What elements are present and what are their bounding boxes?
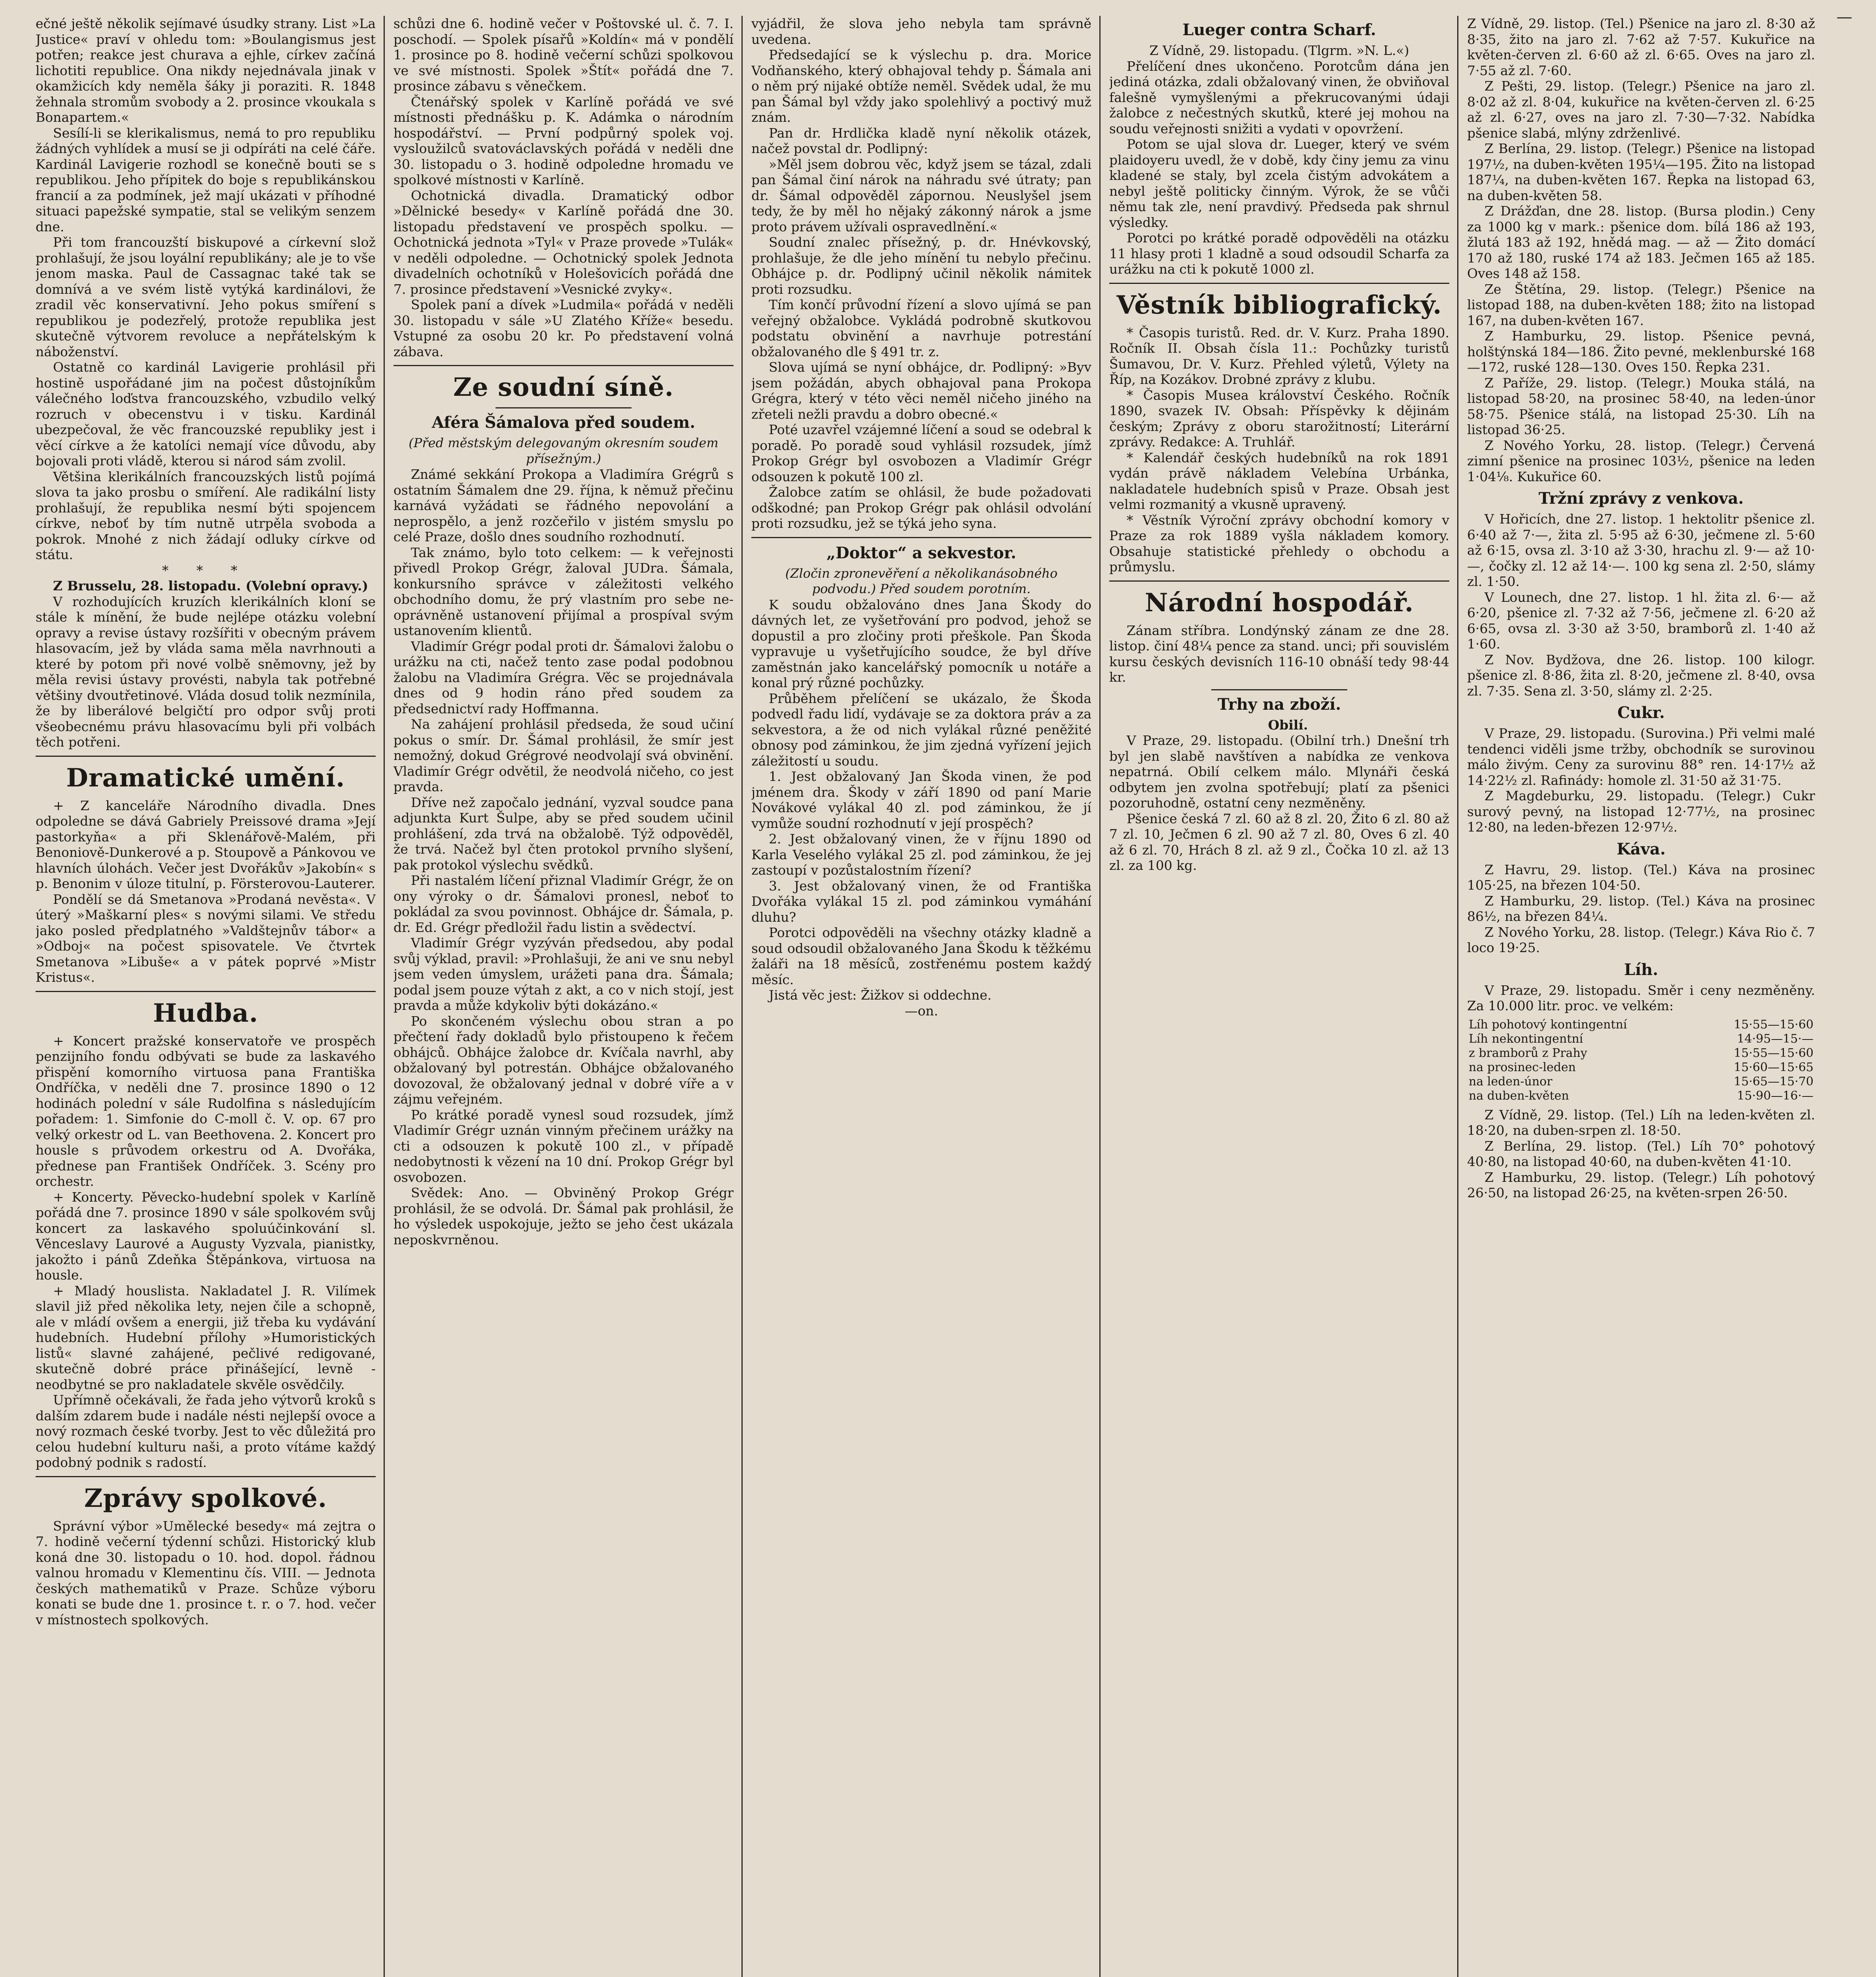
subsection-label: Obilí. bbox=[1268, 717, 1308, 733]
subsection-heading: Trhy na zboží. bbox=[1217, 695, 1341, 714]
section-heading: Hudba. bbox=[153, 998, 259, 1028]
article-text: K soudu obžalováno dnes Jana Škody do dávných let, ze vyšetřování pro podvod, jehož se dopustil a pro zločiny proti přeškole. Pan Škoda vypravuje u vyšetřujícího soudce, že byl dříve zaměstnán jako kancelářský pomocník u notáře a konal prý různé pochůzky. bbox=[751, 597, 1091, 690]
article-subtitle: (Zločin zpronevěření a několikanásobného podvodu.) Před soudem porotním. bbox=[785, 565, 1058, 596]
article-text: * Časopis Musea království Českého. Ročník 1890, svazek IV. Obsah: Příspěvky k dějinám českým; Zprávy z oboru starožitností; Literární zprávy. Redakce: A. Truhlář. bbox=[1109, 387, 1449, 450]
divider bbox=[1211, 689, 1347, 690]
article-text: * Časopis turistů. Red. dr. V. Kurz. Praha 1890. Ročník II. Obsah čísla 11.: Pochůzky turistů Šumavou, Dr. V. Kurz. Přehled výletů, Výlety na Říp, na Kozákov. Drobné zprávy z klubu. bbox=[1109, 325, 1449, 387]
column-3 bbox=[751, 16, 1091, 1977]
article-text: Většina klerikálních francouzských listů pojímá slova ta jako prosbu o smíření. Ale radikální listy prohlašují, že republika nesmí býti spojencem církve, neboť by tím nutně utrpěla svoboda a pokrok. Mnohé z nich žádají odluky církve od státu. bbox=[36, 469, 376, 562]
article-title: „Doktor“ a sekvestor. bbox=[826, 543, 1016, 562]
article-text: * Věstník Výroční zprávy obchodní komory v Praze za rok 1889 vyšla nákladem komory. Obsahuje statistické přehledy o obchodu a průmyslu. bbox=[1109, 512, 1449, 575]
divider bbox=[36, 756, 376, 757]
article-text: 2. Jest obžalovaný vinen, že v říjnu 1890 od Karla Veselého vylákal 25 zl. pod záminkou, že jej zastoupí v pozůstalostním řízení? bbox=[751, 831, 1091, 878]
article-title: Lueger contra Scharf. bbox=[1182, 21, 1376, 39]
article-text: Z Nového Yorku, 28. listop. (Telegr.) Káva Rio č. 7 loco 19·25. bbox=[1467, 924, 1815, 955]
article-text: V Praze, 29. listopadu. (Surovina.) Při velmi malé tendenci viděli jsme tržby, obchodník se surovinou málo živým. Ceny za surovinu 88° ren. 14·17½ až 14·22½ zl. Rafinády: homole zl. 31·50 až 31·75. bbox=[1467, 726, 1815, 788]
divider bbox=[393, 365, 734, 366]
section-heading: Věstník bibliografický. bbox=[1116, 290, 1442, 320]
article-text: Porotci po krátké poradě odpověděli na otázku 11 hlasy proti 1 kladně a soud odsoudil Scharfa za urážku na cti k pokutě 1000 zl. bbox=[1109, 230, 1449, 277]
subsection-heading: Líh. bbox=[1624, 960, 1659, 979]
article-text: Z Drážďan, dne 28. listop. (Bursa plodin.) Ceny za 1000 kg v mark.: pšenice dom. bílá 186 až 193, žlutá 183 až 192, hnědá mag. — až — Žito domácí 170 až 180, ruské 174 až 183. Ječmen 165 až 185. Oves 148 až 158. bbox=[1467, 203, 1815, 281]
article-text: Při nastalém líčení přiznal Vladimír Grégr, že on ony výroky o dr. Šámalovi pronesl, neboť to pokládal za svou povinnost. Obhájce dr. Šámala, p. dr. Ed. Grégr předložil řadu listin a svědectví. bbox=[393, 873, 734, 935]
article-text: Při tom francouzští biskupové a církevní slož prohlašují, že jsou loyální republikány; ale je to vše jenom maska. Paul de Cassagnac také tak se domnívá a ve svém listě vytýká kardinálovi, že zradil věc konservativní. Jeho pokus smíření s republikou je podezřelý, protože republika jest skutečně výtvorem revoluce a nepřátelským k náboženství. bbox=[36, 234, 376, 359]
article-text: Z Nového Yorku, 28. listop. (Telegr.) Červená zimní pšenice na prosinec 103½, pšenice na leden 1·04⅛. Kukuřice 60. bbox=[1467, 437, 1815, 484]
article-text: Pan dr. Hrdlička kladě nyní několik otázek, načež povstal dr. Podlipný: bbox=[751, 125, 1091, 156]
article-text: Z Vídně, 29. listop. (Tel.) Líh na leden-květen zl. 18·20, na duben-srpen zl. 18·50. bbox=[1467, 1107, 1815, 1138]
article-text: Tak známo, bylo toto celkem: — k veřejnosti přivedl Prokop Grégr, žaloval JUDra. Šámala, konkursního správce v záležitosti velkého obchodního domu, že prý vlastním pro sebe neoprávněně ustanovení přijímal a prospíval svým ustanovením klientů. bbox=[393, 544, 734, 638]
divider bbox=[1109, 283, 1449, 284]
article-text: Jistá věc jest: Žižkov si oddechne. bbox=[769, 987, 992, 1003]
article-text: Porotci odpověděli na všechny otázky kladně a soud odsoudil obžalovaného Jana Škodu k těžkému žaláři na 18 měsíců, zostřenému postem každý měsíc. bbox=[751, 925, 1091, 987]
article-text: Vladimír Grégr podal proti dr. Šámalovi žalobu o urážku na cti, načež tento zase podal podobnou žalobu na Vladimíra Grégra. Věc se projednávala dnes od 9 hodin ráno před soudem za předsednictví rady Hoffmanna. bbox=[393, 638, 734, 716]
price-row bbox=[1467, 1032, 1815, 1046]
article-text: Sesílí-li se klerikalismus, nemá to pro republiku žádných vyhlídek a musí se ji odpíráti na celé čáře. Kardinál Lavigerie rozhodl se konečně bouti se s republikou. Jeho přípitek do boje s republikánskou francií a za podmínek, jež mají ukázati v příhodné situaci papežské sympatie, stal se velikým senzem dne. bbox=[36, 125, 376, 234]
article-title: Aféra Šámalova před soudem. bbox=[431, 413, 696, 432]
article-text: + Koncerty. Pěvecko-hudební spolek v Karlíně pořádá dne 7. prosince 1890 v sále spolkovém svůj koncert za laskavého spoluúčinkování sl. Věnceslavy Laurové a Augusty Vyzvala, pianistky, jakožto i pánů Zdeňka Štěpánkova, virtuosa na housle. bbox=[36, 1189, 376, 1283]
subsection-heading: Káva. bbox=[1617, 839, 1666, 858]
article-text: Dříve než započalo jednání, vyzval soudce pana adjunkta Kurt Šulpe, aby se před soudem učinil prohlášení, zda trvá na obžalobě. Týž odpověděl, že trvá. Načež byl čten protokol prvního slyšení, pak protokol výslechu svědků. bbox=[393, 794, 734, 873]
article-text: * Kalendář českých hudebníků na rok 1891 vydán právě nákladem Velebína Urbánka, nakladatele hudebních spisů v Praze. Obsah jest velmi rozmanitý a vkusně upravený. bbox=[1109, 450, 1449, 512]
article-text: Z Nov. Bydžova, dne 26. listop. 100 kilogr. pšenice zl. 8·86, žita zl. 8·20, ječmene zl. 8·40, ovsa zl. 7·35. Sena zl. 3·50, slámy zl. 2·25. bbox=[1467, 652, 1815, 699]
column-rule bbox=[384, 16, 385, 1977]
article-text: Ze Štětína, 29. listop. (Telegr.) Pšenice na listopad 188, na duben-květen 188; žito na listopad 167, na duben-květen 167. bbox=[1467, 281, 1815, 328]
divider bbox=[36, 991, 376, 992]
article-text: + Mladý houslista. Nakladatel J. R. Vilímek slavil již před několika lety, nejen čile a schopně, ale v mládí ovšem a energii, již třeba ku vydávání hudebních. Hudební přílohy »Humoristických listů« slavné zahájené, pečlivé redigované, skutečně dobré práce přinášející, levně - neodbytné se pro nakladatele skvěle osvědčily. bbox=[36, 1283, 376, 1392]
divider bbox=[1109, 580, 1449, 582]
article-text: 3. Jest obžalovaný vinen, že od Františka Dvořáka vylákal 15 zl. pod záminkou vymáhání dluhu? bbox=[751, 878, 1091, 925]
column-4 bbox=[1109, 16, 1449, 1977]
article-text: Upřímně očekávali, že řada jeho výtvorů kroků s dalším zdarem bude i nadále nésti nejlepší ovoce a nový rozmach české tvorby. Jest to věc důležitá pro celou hudební kulturu naši, a proto vítáme každý podobný podnik s radostí. bbox=[36, 1392, 376, 1470]
article-text: + Koncert pražské konservatoře ve prospěch penzijního fondu odbývati se bude za laskavého přispění komorního virtuosa pana Františka Ondříčka, v neděli dne 7. prosince 1890 o 12 hodinách polední v sále Rudolfina s následujícím pořadem: 1. Simfonie do C-moll č. V. op. 67 pro velký orkestr od L. van Beethovena. 2. Koncert pro housle s průvodem orkestru od A. Dvořáka, přednese pan František Ondříček. 3. Scény pro orchestr. bbox=[36, 1033, 376, 1189]
price-row bbox=[1467, 1089, 1815, 1103]
price-label: Líh nekontingentní bbox=[1469, 1032, 1583, 1046]
article-text: V Hořicích, dne 27. listop. 1 hektolitr pšenice zl. 6·40 až 7·—, žita zl. 5·95 až 6·30, ječmene zl. 5·60 až 6·15, ovsa zl. 3·10 až 3·30, hrachu zl. 9·— až 10·—, čočky zl. 12 až 14·—. 100 kg sena zl. 2·50, slámy zl. 1·50. bbox=[1467, 511, 1815, 589]
article-text: Přelíčení dnes ukončeno. Porotcům dána jen jediná otázka, zdali obžalovaný vinen, že obviňoval falešně vymyšlenými a překrucovanými údaji žalobce z nečestných skutků, které jej mohou na soudu veřejnosti snižiti a vydati v opovržení. bbox=[1109, 58, 1449, 136]
column-5 bbox=[1467, 16, 1815, 1977]
article-text: Z Magdeburku, 29. listopadu. (Telegr.) Cukr surový pevný, na listopad 12·77½, na prosinec 12·80, na leden-březen 12·97½. bbox=[1467, 788, 1815, 835]
article-text: Z Vídně, 29. listop. (Tel.) Pšenice na jaro zl. 8·30 až 8·35, žito na jaro zl. 7·62 až 7·57. Kukuřice na květen-červen zl. 6·60 až zl. 6·65. Oves na jaro zl. 7·55 až zl. 7·60. bbox=[1467, 16, 1815, 78]
article-text: Čtenářský spolek v Karlíně pořádá ve své místnosti přednášku p. K. Adámka o národním hospodářství. — První podpůrný spolek voj. vysloužilců svatováclavských pořádá v neděli dne 30. listopadu o 3. hodině odpoledne hromadu ve spolkové místnosti v Karlíně. bbox=[393, 94, 734, 187]
price-label: z bramborů z Prahy bbox=[1469, 1046, 1587, 1060]
article-text: Po krátké poradě vynesl soud rozsudek, jímž Vladimír Grégr uznán vinným přečinem urážky na cti a odsouzen k pokutě 100 zl., v případě nedobytnosti k vězení na 10 dní. Prokop Grégr byl osvobozen. bbox=[393, 1107, 734, 1185]
price-row bbox=[1467, 1060, 1815, 1075]
article-text: Z Hamburku, 29. listop. (Tel.) Káva na prosinec 86½, na březen 84¼. bbox=[1467, 893, 1815, 924]
price-table bbox=[1467, 1018, 1815, 1103]
article-text: Z Berlína, 29. listop. (Telegr.) Pšenice na listopad 197½, na duben-květen 195¼—195. Žito na listopad 187¼, na duben-květen 167. Řepka na listopad 63, na duben-květen 58. bbox=[1467, 141, 1815, 203]
price-label: na prosinec-leden bbox=[1469, 1060, 1576, 1074]
price-label: na duben-květen bbox=[1469, 1089, 1569, 1103]
article-text: Poté uzavřel vzájemné líčení a soud se odebral k poradě. Po poradě soud vyhlásil rozsudek, jímž Prokop Grégr byl osvobozen a Vladimír Grégr odsouzen k pokutě 100 zl. bbox=[751, 422, 1091, 484]
subsection-heading: Tržní zprávy z venkova. bbox=[1538, 489, 1744, 508]
section-heading: Ze soudní síně. bbox=[453, 372, 674, 402]
subsection-heading: Cukr. bbox=[1617, 703, 1665, 722]
section-heading: Zprávy spolkové. bbox=[84, 1483, 327, 1513]
article-text: Z Havru, 29. listop. (Tel.) Káva na prosinec 105·25, na březen 104·50. bbox=[1467, 862, 1815, 893]
article-text: Z Berlína, 29. listop. (Tel.) Líh 70° pohotový 40·80, na listopad 40·60, na duben-květen 41·10. bbox=[1467, 1138, 1815, 1169]
separator: * * * bbox=[162, 562, 250, 578]
signature: —on. bbox=[904, 1003, 938, 1019]
price-label: Líh pohotový kontingentní bbox=[1469, 1017, 1627, 1032]
article-text: »Měl jsem dobrou věc, když jsem se tázal, zdali pan Šámal činí nárok na náhradu své útraty; pan dr. Šámal odpověděl zápornou. Neuslyšel jsem tedy, že by měl ho nějaký zákonný nárok a jsme proto právem užívali ospravedlnění.« bbox=[751, 156, 1091, 234]
article-text: Správní výbor »Umělecké besedy« má zejtra o 7. hodině večerní týdenní schůzi. Historický klub koná dne 30. listopadu o 10. hod. dopol. řádnou valnou hromadu v Klementinu čís. VIII. — Jednota českých mathematiků v Praze. Schůze výboru konati se bude dne 1. prosince t. r. o 7. hod. večer v místnostech spolkových. bbox=[36, 1518, 376, 1627]
column-rule bbox=[1457, 16, 1458, 1977]
article-text: + Z kanceláře Národního divadla. Dnes odpoledne se dává Gabriely Preissové drama »Její pastorkyňa« a při Sklenářově-Malém, při Benoniově-Dunkerové a p. Stoupově a Pánkovou ve hlavních úlohách. Večer jest Dvořákův »Jakobín« s p. Benonim v úloze titulní, p. Försterovou-Lauterer. bbox=[36, 798, 376, 891]
article-text: Pšenice česká 7 zl. 60 až 8 zl. 20, Žito 6 zl. 80 až 7 zl. 10, Ječmen 6 zl. 90 až 7 zl. 80, Oves 6 zl. 40 až 6 zl. 70, Hrách 8 zl. až 9 zl., Čočka 10 zl. až 13 zl. za 100 kg. bbox=[1109, 811, 1449, 873]
article-text: schůzi dne 6. hodině večer v Poštovské ul. č. 7. I. poschodí. — Spolek písařů »Koldín« má v pondělí 1. prosince po 8. hodině večerní schůzi spolkovou ve své místnosti. Spolek »Štít« pořádá dne 7. prosince zábavu s věnečkem. bbox=[393, 16, 734, 94]
article-text: Ostatně co kardinál Lavigerie prohlásil při hostině uspořádané jim na počest důstojníkům válečného loďstva francouzského, vzbudilo velký rozruch v obecenstvu i v tisku. Kardinál ubezpečoval, že věc francouzské republiky jest i věcí církve a že katolíci nemají více důvodu, aby bojovali proti vládě, kterou si národ sám zvolil. bbox=[36, 359, 376, 469]
column-rule bbox=[1099, 16, 1101, 1977]
page-mark: — bbox=[1836, 8, 1852, 26]
article-text: Spolek paní a dívek »Ludmila« pořádá v neděli 30. listopadu v sále »U Zlatého Kříže« besedu. Vstupné za osobu 20 kr. Po představení volná zábava. bbox=[393, 297, 734, 359]
article-text: Předsedající se k výslechu p. dra. Morice Vodňanského, který obhajoval tehdy p. Šámala ani o něm prý nijaké obtíže neměl. Svědek udal, že mu pan Šámal byl vždy jako spolehlivý a poctivý muž znám. bbox=[751, 47, 1091, 125]
article-text: V rozhodujících kruzích klerikálních kloní se stále k mínění, že bude nejlépe otázku volební opravy a revise ústavy rozšířiti v obecným právem hlasovacím, jež by vláda sama měla navrhnouti a které by potom při nové volbě sněmovny, jež by měla revisi ústavy provésti, nabyla tak potřebné většiny dvoutřetinové. Vláda dosud tolik nezmínila, že by liberálové belgičtí pro odpor svůj proti všeobecnému právu hlasovacímu byli při volbách těch potřeni. bbox=[36, 593, 376, 750]
article-text: V Lounech, dne 27. listop. 1 hl. žita zl. 6·— až 6·20, pšenice zl. 7·32 až 7·56, ječmene zl. 6·20 až 6·65, ovsa zl. 3·30 až 3·50, bramborů zl. 1·40 až 1·60. bbox=[1467, 589, 1815, 652]
column-1 bbox=[36, 16, 376, 1977]
article-text: Průběhem přelíčení se ukázalo, že Škoda podvedl řadu lidí, vydávaje se za doktora práv a za sekvestora, a že od nich vylákal různé peněžité obnosy pod záminkou, že jim zjedná vyřízení jejich záležitostí u soudu. bbox=[751, 690, 1091, 769]
price-value: 14·95—15·— bbox=[1737, 1032, 1814, 1046]
price-value: 15·65—15·70 bbox=[1734, 1074, 1814, 1089]
article-subtitle: (Před městským delegovaným okresním soudem přísežným.) bbox=[408, 435, 719, 466]
price-value: 15·55—15·60 bbox=[1734, 1017, 1814, 1032]
section-heading: Národní hospodář. bbox=[1144, 588, 1414, 618]
price-label: na leden-únor bbox=[1469, 1074, 1553, 1089]
article-text: Soudní znalec přísežný, p. dr. Hnévkovský, prohlašuje, že dle jeho mínění tu nebylo přečinu. Obhájce p. dr. Podlipný učinil několik námitek proti rozsudku. bbox=[751, 234, 1091, 297]
article-text: V Praze, 29. listopadu. (Obilní trh.) Dnešní trh byl jen slabě navštíven a nabídka ze venkova nepatrná. Obilí celkem málo. Mlynáři česká odbytem jen zvolna spotřebují; platí za pšenici pozoruhodně, ostatní ceny nezměněny. bbox=[1109, 733, 1449, 811]
article-text: V Praze, 29. listopadu. Směr i ceny nezměněny. Za 10.000 litr. proc. ve velkém: bbox=[1467, 982, 1815, 1013]
article-text: Pondělí se dá Smetanova »Prodaná nevěsta«. V úterý »Maškarní ples« s novými silami. Ve středu jako posled předplatného »Valdštejnův tábor« a »Odboj« na počest spisovatele. Ve čtvrtek Smetanova »Libuše« a v pátek poprvé »Mistr Kristus«. bbox=[36, 891, 376, 985]
article-text: ečné ještě několik sejímavé úsudky strany. List »La Justice« praví v ohledu tom: »Boulangismus jest potřen; reakce jest churava a ejhle, církev začíná lichotiti republice. Ona nikdy nejednávala jinak v okamžicích kdy neměla šáky ji poraziti. R. 1848 žehnala stromům svobody a 2. prosince vkoukala s Bonapartem.« bbox=[36, 16, 376, 125]
divider bbox=[36, 1476, 376, 1477]
price-row bbox=[1467, 1046, 1815, 1060]
price-value: 15·90—16·— bbox=[1737, 1089, 1814, 1103]
article-text: Známé sekkání Prokopa a Vladimíra Grégrů s ostatním Šámalem dne 29. října, k němuž přečinu karnává vyžádati se řádného nepovolání a neprospělo, a jenž rozčeřilo v jistém smyslu po celé Praze, došlo dnes soudního rozhodnutí. bbox=[393, 467, 734, 544]
article-text: Vladimír Grégr vyzýván předsedou, aby podal svůj výklad, pravil: »Prohlašuji, že ani ve snu nebyl jsem veden úmyslem, urážeti pana dra. Šámala; podal jsem pouze výtah z akt, a co v nich stojí, jest pravda a může kdykoliv býti dokázáno.« bbox=[393, 935, 734, 1013]
article-text: Tím končí průvodní řízení a slovo ujímá se pan veřejný obžalobce. Vykládá podrobně skutkovou podstatu obvinění a navrhuje potrestání obžalovaného dle § 491 tr. z. bbox=[751, 297, 1091, 359]
column-2 bbox=[393, 16, 734, 1977]
dateline: Z Brusselu, 28. listopadu. (Volební opravy.) bbox=[53, 578, 369, 593]
article-text: Z Hamburku, 29. listop. (Telegr.) Líh pohotový 26·50, na listopad 26·25, na květen-srpen 26·50. bbox=[1467, 1169, 1815, 1200]
article-text: Z Paříže, 29. listop. (Telegr.) Mouka stálá, na listopad 58·20, na prosinec 58·40, na leden-únor 58·75. Pšenice stálá, na listopad 25·30. Líh na listopad 36·25. bbox=[1467, 375, 1815, 437]
article-text: 1. Jest obžalovaný Jan Škoda vinen, že pod jménem dra. Škody v září 1890 od paní Marie Novákové vylákal 40 zl. pod záminkou, že jí vymůže soudní rozhodnutí v její prospěch? bbox=[751, 769, 1091, 831]
divider bbox=[751, 537, 1091, 538]
dateline: Z Vídně, 29. listopadu. (Tlgrm. »N. L.«) bbox=[1149, 43, 1409, 58]
price-row bbox=[1467, 1075, 1815, 1089]
article-text: Ochotnická divadla. Dramatický odbor »Dělnické besedy« v Karlíně pořádá dne 30. listopadu představení ve prospěch spolku. — Ochotnická jednota »Tyl« v Praze provede »Tulák« v neděli odpoledne. — Ochotnický spolek Jednota divadelních ochotníků v Holešovicích pořádá dne 7. prosince představení »Vesnické zvyky«. bbox=[393, 187, 734, 297]
article-text: Svědek: Ano. — Obviněný Prokop Grégr prohlásil, že se odvolá. Dr. Šámal pak prohlásil, že ho výsledek uspokojuje, ježto se jeho čest ukázala neposkvrněnou. bbox=[393, 1185, 734, 1247]
column-rule bbox=[741, 16, 743, 1977]
price-row bbox=[1467, 1018, 1815, 1032]
price-value: 15·55—15·60 bbox=[1734, 1046, 1814, 1060]
article-text: Potom se ujal slova dr. Lueger, který ve svém plaidoyeru uvedl, že v době, kdy činy jemu za vinu kladené se staly, byl zcela čistým advokátem a nebyl ještě politicky činným. Výrok, že se vůči němu tak zle, není pravdivý. Předseda pak shrnul výsledky. bbox=[1109, 136, 1449, 230]
article-text: Z Hamburku, 29. listop. Pšenice pevná, holštýnská 184—186. Žito pevné, meklenburské 168—172, ruské 128—130. Oves 150. Řepka 231. bbox=[1467, 328, 1815, 375]
article-text: Zánam stříbra. Londýnský zánam ze dne 28. listop. činí 48¼ pence za stand. unci; při souvislém kursu českých devisních 116-10 obnáší tedy 98·44 kr. bbox=[1109, 622, 1449, 685]
section-heading: Dramatické umění. bbox=[66, 763, 345, 793]
price-value: 15·60—15·65 bbox=[1734, 1060, 1814, 1074]
article-text: Na zahájení prohlásil předseda, že soud učiní pokus o smír. Dr. Šámal prohlásil, že smír jest nemožný, dokud Grégrové neodvolají svá obvinění. Vladimír Grégr odvětil, že neodvolá ničeho, co jest pravda. bbox=[393, 716, 734, 794]
article-text: Z Pešti, 29. listop. (Telegr.) Pšenice na jaro zl. 8·02 až zl. 8·04, kukuřice na květen-červen zl. 6·25 až zl. 6·27, oves na jaro zl. 7·30—7·32. Nabídka pšenice slabá, mlýny zdrženlivé. bbox=[1467, 78, 1815, 141]
divider bbox=[495, 407, 632, 408]
article-text: vyjádřil, že slova jeho nebyla tam správně uvedena. bbox=[751, 16, 1091, 47]
article-text: Žalobce zatím se ohlásil, že bude požadovati odškodné; pan Prokop Grégr pak ohlásil odvolání proti rozsudku, jež se týká jeho syna. bbox=[751, 484, 1091, 531]
article-text: Slova ujímá se nyní obhájce, dr. Podlipný: »Byv jsem požádán, abych obhajoval pana Prokopa Grégra, který v této věci neměl ničeho jiného na zřeteli nežli pravdu a dobro obecné.« bbox=[751, 359, 1091, 422]
article-text: Po skončeném výslechu obou stran a po přečtení řady dokladů bylo přistoupeno k řečem obhájců. Obhájce žalobce dr. Kvíčala navrhl, aby obžalovaný byl potrestán. Obhájce obžalovaného dovozoval, že obžalovaný jednal v dobré víře a v zájmu veřejném. bbox=[393, 1013, 734, 1107]
